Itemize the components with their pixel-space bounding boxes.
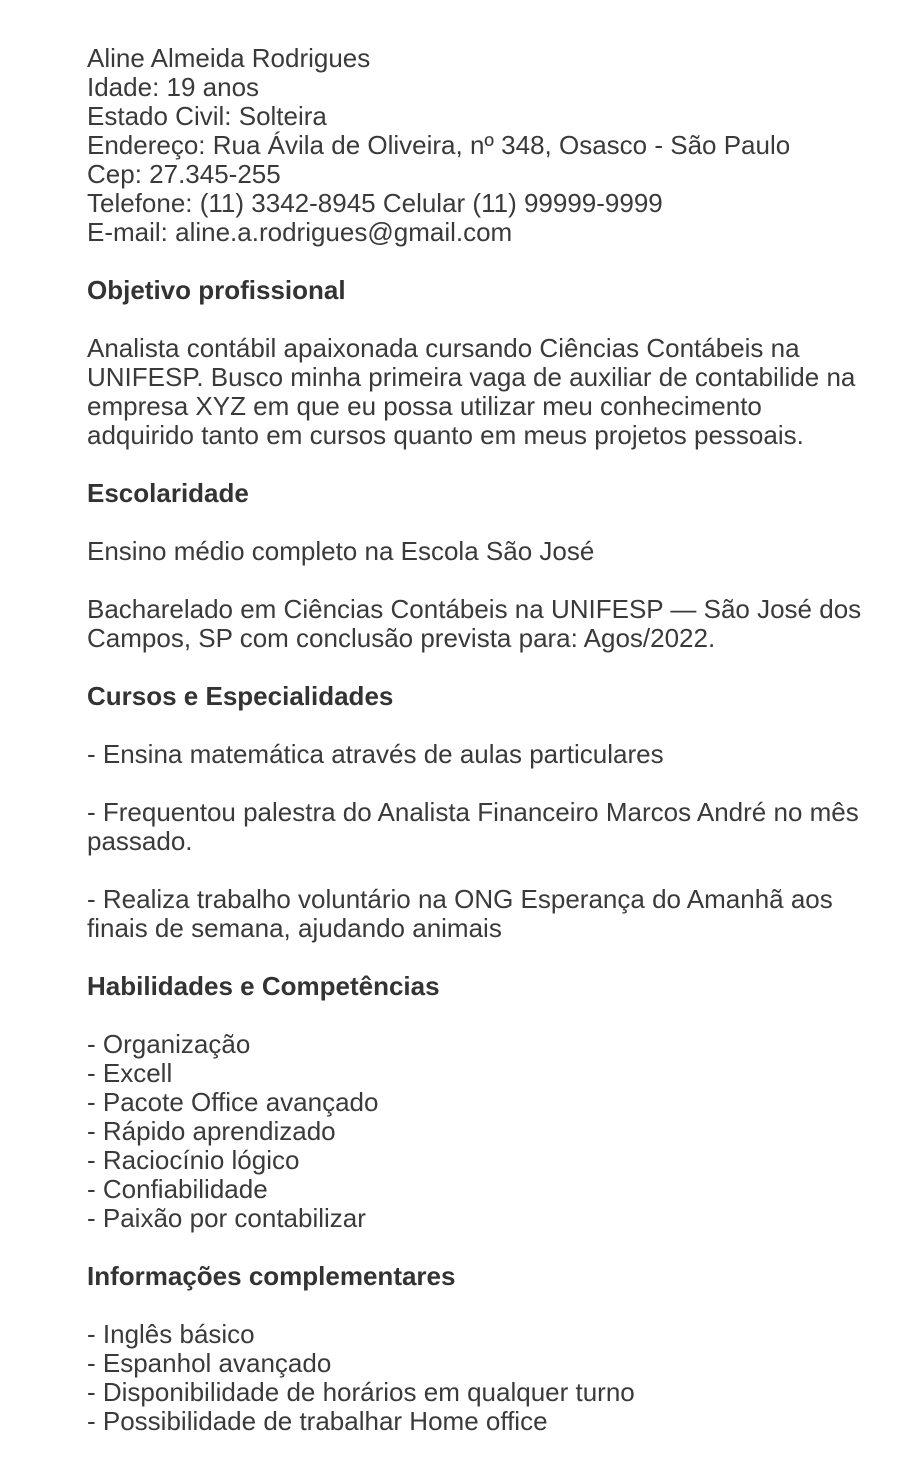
extra-info-heading: Informações complementares [87,1261,456,1291]
skill-item: - Excell [87,1058,173,1088]
personal-info [87,44,860,247]
skill-item: - Confiabilidade [87,1174,268,1204]
objective-heading: Objetivo profissional [87,275,346,305]
skill-item: - Pacote Office avançado [87,1087,379,1117]
course-line: - Frequentou palestra do Analista Financeiro Marcos André no mês [87,797,859,827]
address: Endereço: Rua Ávila de Oliveira, nº 348, Osasco - São Paulo [87,130,791,160]
skill-item: - Paixão por contabilizar [87,1203,366,1233]
education-item: Ensino médio completo na Escola São José [87,536,595,566]
skills-heading: Habilidades e Competências [87,971,440,1001]
skill-item: - Rápido aprendizado [87,1116,336,1146]
cep: Cep: 27.345-255 [87,159,281,189]
courses-heading: Cursos e Especialidades [87,681,394,711]
skill-item: - Organização [87,1029,251,1059]
education-line: Campos, SP com conclusão prevista para: Agos/2022. [87,623,716,653]
objective-line: Analista contábil apaixonada cursando Ciências Contábeis na [87,333,800,363]
objective-line: UNIFESP. Busco minha primeira vaga de auxiliar de contabilide na [87,362,856,392]
education-item [87,595,860,653]
objective-line: adquirido tanto em cursos quanto em meus projetos pessoais. [87,420,804,450]
extra-info-list [87,1320,860,1436]
candidate-name: Aline Almeida Rodrigues [87,43,371,73]
education-line: Bacharelado em Ciências Contábeis na UNIFESP — São José dos [87,594,862,624]
education-heading: Escolaridade [87,478,249,508]
email: E-mail: aline.a.rodrigues@gmail.com [87,217,513,247]
course-line: passado. [87,826,193,856]
marital-status: Estado Civil: Solteira [87,101,327,131]
course-line: finais de semana, ajudando animais [87,913,502,943]
skill-item: - Raciocínio lógico [87,1145,300,1175]
objective-line: empresa XYZ em que eu possa utilizar meu conhecimento [87,391,762,421]
phone: Telefone: (11) 3342-8945 Celular (11) 99999-9999 [87,188,663,218]
objective-text [87,334,860,450]
extra-info-item: - Disponibilidade de horários em qualquer turno [87,1377,635,1407]
course-item [87,798,860,856]
course-line: - Realiza trabalho voluntário na ONG Esperança do Amanhã aos [87,884,833,914]
extra-info-item: - Espanhol avançado [87,1348,332,1378]
extra-info-item: - Possibilidade de trabalhar Home office [87,1406,548,1436]
age: Idade: 19 anos [87,72,260,102]
extra-info-item: - Inglês básico [87,1319,255,1349]
skills-list [87,1030,860,1233]
course-item [87,885,860,943]
course-item: - Ensina matemática através de aulas particulares [87,739,664,769]
